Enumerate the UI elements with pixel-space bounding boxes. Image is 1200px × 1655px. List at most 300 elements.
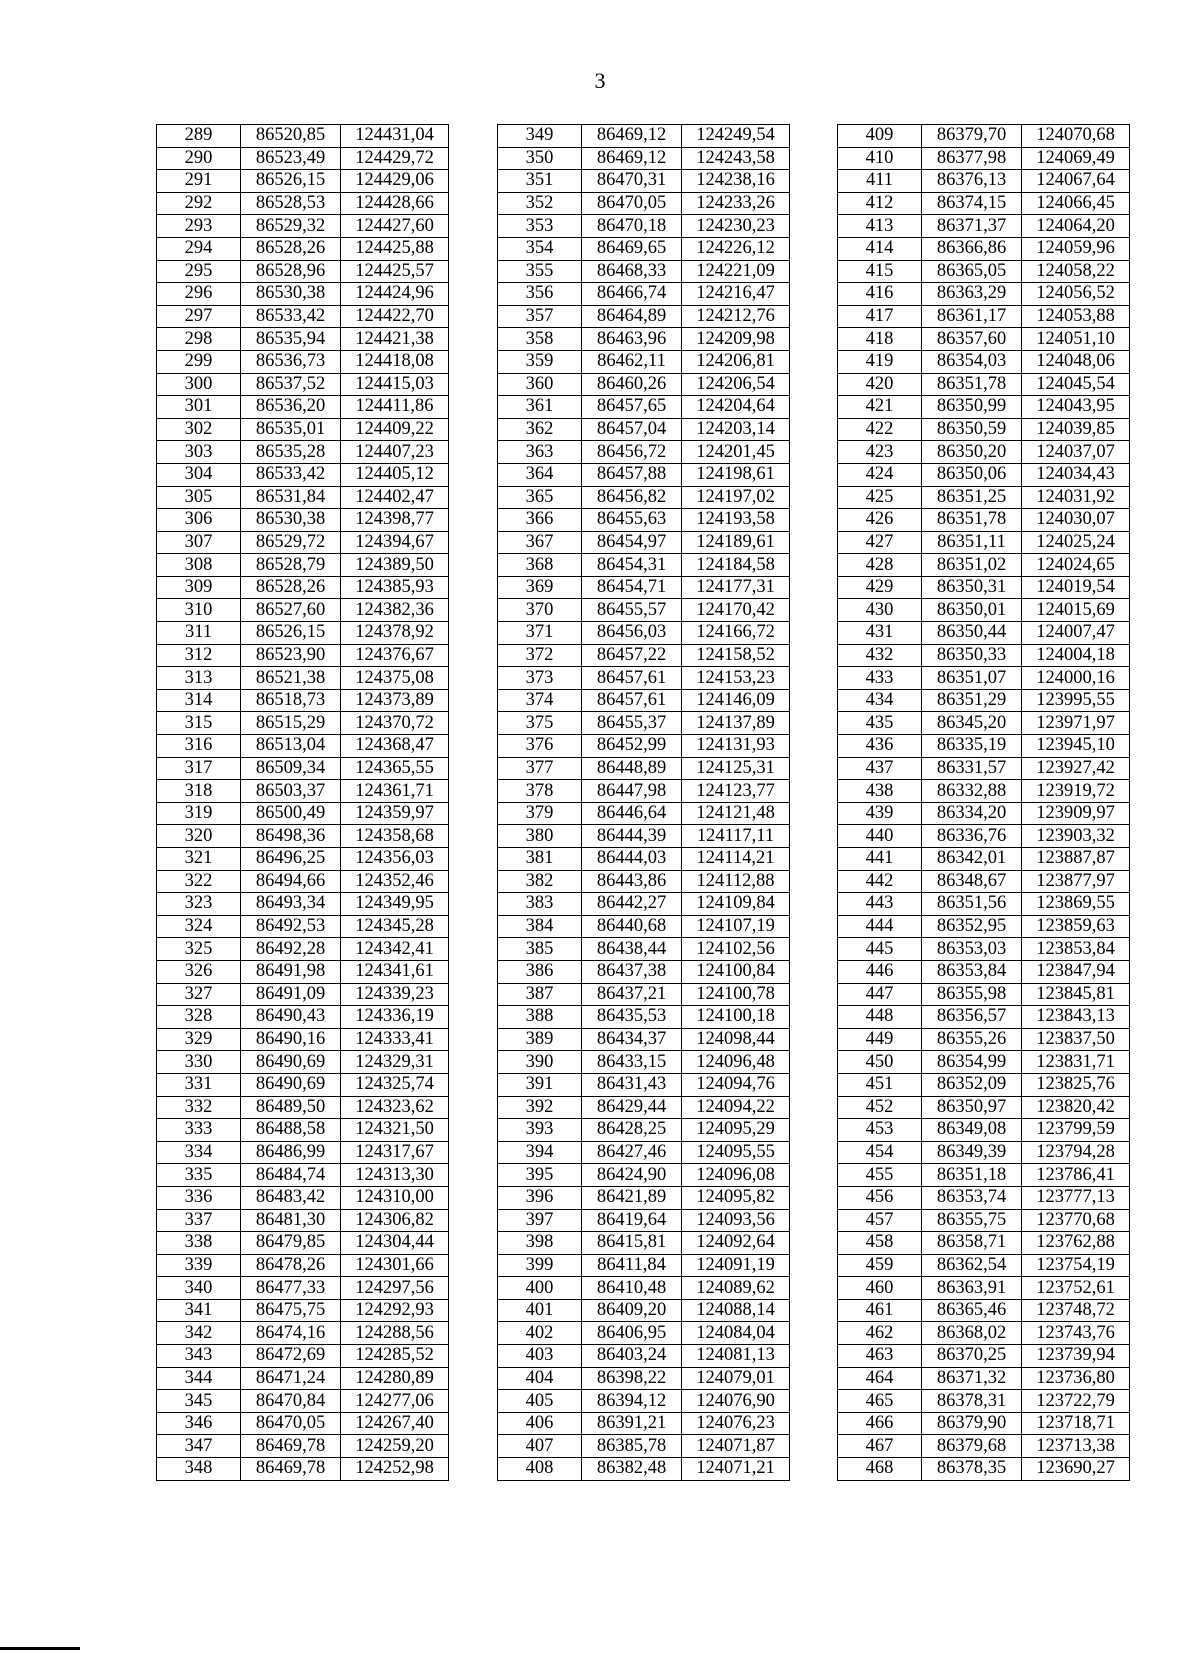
point-number-cell: 435 bbox=[838, 712, 922, 735]
y-coordinate-cell: 124069,49 bbox=[1022, 147, 1130, 170]
table-row bbox=[498, 486, 790, 509]
y-coordinate-cell: 124071,21 bbox=[682, 1458, 790, 1481]
y-coordinate-cell: 124109,84 bbox=[682, 893, 790, 916]
table-row bbox=[838, 328, 1130, 351]
y-coordinate-cell: 124297,56 bbox=[341, 1277, 449, 1300]
table-row bbox=[498, 328, 790, 351]
y-coordinate-cell: 124325,74 bbox=[341, 1073, 449, 1096]
x-coordinate-cell: 86345,20 bbox=[922, 712, 1022, 735]
table-row bbox=[157, 1119, 449, 1142]
y-coordinate-cell: 124125,31 bbox=[682, 757, 790, 780]
x-coordinate-cell: 86355,26 bbox=[922, 1028, 1022, 1051]
y-coordinate-cell: 124349,95 bbox=[341, 893, 449, 916]
y-coordinate-cell: 123845,81 bbox=[1022, 983, 1130, 1006]
table-row bbox=[157, 1232, 449, 1255]
y-coordinate-cell: 124339,23 bbox=[341, 983, 449, 1006]
table-row bbox=[498, 644, 790, 667]
x-coordinate-cell: 86479,85 bbox=[241, 1232, 341, 1255]
x-coordinate-cell: 86460,26 bbox=[582, 373, 682, 396]
y-coordinate-cell: 124000,16 bbox=[1022, 667, 1130, 690]
y-coordinate-cell: 124153,23 bbox=[682, 667, 790, 690]
x-coordinate-cell: 86463,96 bbox=[582, 328, 682, 351]
table-row bbox=[157, 712, 449, 735]
table-row bbox=[157, 689, 449, 712]
table-row bbox=[838, 1096, 1130, 1119]
x-coordinate-cell: 86469,65 bbox=[582, 237, 682, 260]
table-row bbox=[498, 938, 790, 961]
point-number-cell: 390 bbox=[498, 1051, 582, 1074]
y-coordinate-cell: 124025,24 bbox=[1022, 531, 1130, 554]
table-row bbox=[838, 1119, 1130, 1142]
y-coordinate-cell: 124123,77 bbox=[682, 780, 790, 803]
point-number-cell: 391 bbox=[498, 1073, 582, 1096]
table-row bbox=[157, 1006, 449, 1029]
table-row bbox=[838, 1006, 1130, 1029]
y-coordinate-cell: 123843,13 bbox=[1022, 1006, 1130, 1029]
point-number-cell: 447 bbox=[838, 983, 922, 1006]
y-coordinate-cell: 123770,68 bbox=[1022, 1209, 1130, 1232]
y-coordinate-cell: 124221,09 bbox=[682, 260, 790, 283]
x-coordinate-cell: 86500,49 bbox=[241, 802, 341, 825]
y-coordinate-cell: 124345,28 bbox=[341, 915, 449, 938]
point-number-cell: 325 bbox=[157, 938, 241, 961]
table-row bbox=[498, 802, 790, 825]
y-coordinate-cell: 124193,58 bbox=[682, 509, 790, 532]
point-number-cell: 383 bbox=[498, 893, 582, 916]
x-coordinate-cell: 86470,18 bbox=[582, 215, 682, 238]
y-coordinate-cell: 124382,36 bbox=[341, 599, 449, 622]
x-coordinate-cell: 86483,42 bbox=[241, 1186, 341, 1209]
point-number-cell: 429 bbox=[838, 576, 922, 599]
table-row bbox=[498, 554, 790, 577]
x-coordinate-cell: 86530,38 bbox=[241, 509, 341, 532]
point-number-cell: 307 bbox=[157, 531, 241, 554]
point-number-cell: 377 bbox=[498, 757, 582, 780]
point-number-cell: 457 bbox=[838, 1209, 922, 1232]
table-row bbox=[838, 170, 1130, 193]
x-coordinate-cell: 86535,28 bbox=[241, 441, 341, 464]
x-coordinate-cell: 86351,78 bbox=[922, 509, 1022, 532]
table-row bbox=[498, 780, 790, 803]
y-coordinate-cell: 124267,40 bbox=[341, 1412, 449, 1435]
y-coordinate-cell: 124081,13 bbox=[682, 1345, 790, 1368]
point-number-cell: 445 bbox=[838, 938, 922, 961]
y-coordinate-cell: 124398,77 bbox=[341, 509, 449, 532]
y-coordinate-cell: 124064,20 bbox=[1022, 215, 1130, 238]
y-coordinate-cell: 123713,38 bbox=[1022, 1435, 1130, 1458]
y-coordinate-cell: 124206,81 bbox=[682, 350, 790, 373]
table-row bbox=[838, 1164, 1130, 1187]
x-coordinate-cell: 86365,05 bbox=[922, 260, 1022, 283]
x-coordinate-cell: 86530,38 bbox=[241, 283, 341, 306]
y-coordinate-cell: 124310,00 bbox=[341, 1186, 449, 1209]
point-number-cell: 442 bbox=[838, 870, 922, 893]
table-row bbox=[498, 825, 790, 848]
y-coordinate-cell: 123690,27 bbox=[1022, 1458, 1130, 1481]
y-coordinate-cell: 124375,08 bbox=[341, 667, 449, 690]
x-coordinate-cell: 86350,20 bbox=[922, 441, 1022, 464]
table-row bbox=[157, 441, 449, 464]
x-coordinate-cell: 86503,37 bbox=[241, 780, 341, 803]
x-coordinate-cell: 86475,75 bbox=[241, 1299, 341, 1322]
table-row bbox=[157, 215, 449, 238]
x-coordinate-cell: 86353,84 bbox=[922, 960, 1022, 983]
table-row bbox=[498, 418, 790, 441]
table-row bbox=[498, 396, 790, 419]
y-coordinate-cell: 124418,08 bbox=[341, 350, 449, 373]
table-row bbox=[157, 328, 449, 351]
x-coordinate-cell: 86491,09 bbox=[241, 983, 341, 1006]
table-row bbox=[157, 1141, 449, 1164]
point-number-cell: 314 bbox=[157, 689, 241, 712]
table-row bbox=[838, 1435, 1130, 1458]
table-row bbox=[157, 125, 449, 148]
point-number-cell: 303 bbox=[157, 441, 241, 464]
table-row bbox=[157, 870, 449, 893]
y-coordinate-cell: 124280,89 bbox=[341, 1367, 449, 1390]
point-number-cell: 359 bbox=[498, 350, 582, 373]
x-coordinate-cell: 86520,85 bbox=[241, 125, 341, 148]
y-coordinate-cell: 123995,55 bbox=[1022, 689, 1130, 712]
y-coordinate-cell: 123762,88 bbox=[1022, 1232, 1130, 1255]
x-coordinate-cell: 86469,12 bbox=[582, 147, 682, 170]
point-number-cell: 413 bbox=[838, 215, 922, 238]
table-row bbox=[838, 1412, 1130, 1435]
point-number-cell: 315 bbox=[157, 712, 241, 735]
y-coordinate-cell: 123859,63 bbox=[1022, 915, 1130, 938]
y-coordinate-cell: 124076,90 bbox=[682, 1390, 790, 1413]
table-row bbox=[498, 305, 790, 328]
y-coordinate-cell: 123887,87 bbox=[1022, 848, 1130, 871]
table-row bbox=[838, 893, 1130, 916]
x-coordinate-cell: 86455,63 bbox=[582, 509, 682, 532]
table-row bbox=[498, 1390, 790, 1413]
y-coordinate-cell: 124415,03 bbox=[341, 373, 449, 396]
x-coordinate-cell: 86448,89 bbox=[582, 757, 682, 780]
x-coordinate-cell: 86350,59 bbox=[922, 418, 1022, 441]
y-coordinate-cell: 124361,71 bbox=[341, 780, 449, 803]
y-coordinate-cell: 124352,46 bbox=[341, 870, 449, 893]
table-row bbox=[838, 1186, 1130, 1209]
point-number-cell: 434 bbox=[838, 689, 922, 712]
point-number-cell: 355 bbox=[498, 260, 582, 283]
point-number-cell: 411 bbox=[838, 170, 922, 193]
x-coordinate-cell: 86431,43 bbox=[582, 1073, 682, 1096]
x-coordinate-cell: 86428,25 bbox=[582, 1119, 682, 1142]
point-number-cell: 339 bbox=[157, 1254, 241, 1277]
table-row bbox=[157, 396, 449, 419]
y-coordinate-cell: 124206,54 bbox=[682, 373, 790, 396]
point-number-cell: 308 bbox=[157, 554, 241, 577]
x-coordinate-cell: 86350,06 bbox=[922, 463, 1022, 486]
point-number-cell: 349 bbox=[498, 125, 582, 148]
table-row bbox=[838, 441, 1130, 464]
point-number-cell: 430 bbox=[838, 599, 922, 622]
x-coordinate-cell: 86435,53 bbox=[582, 1006, 682, 1029]
table-row bbox=[157, 757, 449, 780]
y-coordinate-cell: 123945,10 bbox=[1022, 735, 1130, 758]
x-coordinate-cell: 86469,78 bbox=[241, 1435, 341, 1458]
y-coordinate-cell: 124203,14 bbox=[682, 418, 790, 441]
point-number-cell: 403 bbox=[498, 1345, 582, 1368]
table-row bbox=[157, 1028, 449, 1051]
y-coordinate-cell: 124230,23 bbox=[682, 215, 790, 238]
table-row bbox=[498, 283, 790, 306]
table-row bbox=[838, 960, 1130, 983]
x-coordinate-cell: 86526,15 bbox=[241, 170, 341, 193]
point-number-cell: 446 bbox=[838, 960, 922, 983]
point-number-cell: 302 bbox=[157, 418, 241, 441]
point-number-cell: 406 bbox=[498, 1412, 582, 1435]
y-coordinate-cell: 123853,84 bbox=[1022, 938, 1130, 961]
x-coordinate-cell: 86456,03 bbox=[582, 622, 682, 645]
point-number-cell: 395 bbox=[498, 1164, 582, 1187]
point-number-cell: 300 bbox=[157, 373, 241, 396]
x-coordinate-cell: 86382,48 bbox=[582, 1458, 682, 1481]
table-row bbox=[838, 689, 1130, 712]
point-number-cell: 335 bbox=[157, 1164, 241, 1187]
x-coordinate-cell: 86350,33 bbox=[922, 644, 1022, 667]
table-row bbox=[838, 1322, 1130, 1345]
table-row bbox=[838, 531, 1130, 554]
y-coordinate-cell: 124321,50 bbox=[341, 1119, 449, 1142]
table-row bbox=[157, 960, 449, 983]
point-number-cell: 462 bbox=[838, 1322, 922, 1345]
table-row bbox=[498, 125, 790, 148]
coordinates-table-1 bbox=[156, 124, 449, 1481]
point-number-cell: 381 bbox=[498, 848, 582, 871]
x-coordinate-cell: 86457,61 bbox=[582, 667, 682, 690]
x-coordinate-cell: 86379,68 bbox=[922, 1435, 1022, 1458]
point-number-cell: 463 bbox=[838, 1345, 922, 1368]
point-number-cell: 468 bbox=[838, 1458, 922, 1481]
table-row bbox=[838, 825, 1130, 848]
y-coordinate-cell: 124098,44 bbox=[682, 1028, 790, 1051]
y-coordinate-cell: 124216,47 bbox=[682, 283, 790, 306]
x-coordinate-cell: 86437,38 bbox=[582, 960, 682, 983]
y-coordinate-cell: 124112,88 bbox=[682, 870, 790, 893]
table-row bbox=[157, 1164, 449, 1187]
y-coordinate-cell: 124092,64 bbox=[682, 1232, 790, 1255]
y-coordinate-cell: 124394,67 bbox=[341, 531, 449, 554]
point-number-cell: 376 bbox=[498, 735, 582, 758]
table-row bbox=[157, 486, 449, 509]
table-row bbox=[838, 622, 1130, 645]
point-number-cell: 407 bbox=[498, 1435, 582, 1458]
x-coordinate-cell: 86528,96 bbox=[241, 260, 341, 283]
table-row bbox=[838, 915, 1130, 938]
table-row bbox=[498, 1164, 790, 1187]
x-coordinate-cell: 86352,09 bbox=[922, 1073, 1022, 1096]
y-coordinate-cell: 124189,61 bbox=[682, 531, 790, 554]
point-number-cell: 393 bbox=[498, 1119, 582, 1142]
table-row bbox=[157, 531, 449, 554]
x-coordinate-cell: 86489,50 bbox=[241, 1096, 341, 1119]
y-coordinate-cell: 124197,02 bbox=[682, 486, 790, 509]
table-row bbox=[838, 125, 1130, 148]
y-coordinate-cell: 124421,38 bbox=[341, 328, 449, 351]
point-number-cell: 306 bbox=[157, 509, 241, 532]
x-coordinate-cell: 86438,44 bbox=[582, 938, 682, 961]
y-coordinate-cell: 124370,72 bbox=[341, 712, 449, 735]
point-number-cell: 371 bbox=[498, 622, 582, 645]
x-coordinate-cell: 86474,16 bbox=[241, 1322, 341, 1345]
point-number-cell: 363 bbox=[498, 441, 582, 464]
x-coordinate-cell: 86365,46 bbox=[922, 1299, 1022, 1322]
point-number-cell: 326 bbox=[157, 960, 241, 983]
point-number-cell: 438 bbox=[838, 780, 922, 803]
x-coordinate-cell: 86370,25 bbox=[922, 1345, 1022, 1368]
table-row bbox=[498, 1435, 790, 1458]
x-coordinate-cell: 86447,98 bbox=[582, 780, 682, 803]
y-coordinate-cell: 124158,52 bbox=[682, 644, 790, 667]
y-coordinate-cell: 123722,79 bbox=[1022, 1390, 1130, 1413]
y-coordinate-cell: 124405,12 bbox=[341, 463, 449, 486]
y-coordinate-cell: 124368,47 bbox=[341, 735, 449, 758]
table-row bbox=[838, 509, 1130, 532]
point-number-cell: 464 bbox=[838, 1367, 922, 1390]
table-row bbox=[157, 260, 449, 283]
x-coordinate-cell: 86509,34 bbox=[241, 757, 341, 780]
x-coordinate-cell: 86537,52 bbox=[241, 373, 341, 396]
point-number-cell: 422 bbox=[838, 418, 922, 441]
y-coordinate-cell: 124301,66 bbox=[341, 1254, 449, 1277]
y-coordinate-cell: 124226,12 bbox=[682, 237, 790, 260]
table-row bbox=[157, 1345, 449, 1368]
y-coordinate-cell: 124030,07 bbox=[1022, 509, 1130, 532]
table-row bbox=[498, 1141, 790, 1164]
table-row bbox=[498, 1028, 790, 1051]
x-coordinate-cell: 86361,17 bbox=[922, 305, 1022, 328]
table-row bbox=[838, 667, 1130, 690]
x-coordinate-cell: 86336,76 bbox=[922, 825, 1022, 848]
x-coordinate-cell: 86492,53 bbox=[241, 915, 341, 938]
point-number-cell: 369 bbox=[498, 576, 582, 599]
table-row bbox=[157, 1209, 449, 1232]
x-coordinate-cell: 86533,42 bbox=[241, 305, 341, 328]
table-row bbox=[498, 1254, 790, 1277]
y-coordinate-cell: 123869,55 bbox=[1022, 893, 1130, 916]
y-coordinate-cell: 124004,18 bbox=[1022, 644, 1130, 667]
x-coordinate-cell: 86351,11 bbox=[922, 531, 1022, 554]
x-coordinate-cell: 86421,89 bbox=[582, 1186, 682, 1209]
y-coordinate-cell: 124091,19 bbox=[682, 1254, 790, 1277]
y-coordinate-cell: 124031,92 bbox=[1022, 486, 1130, 509]
table-row bbox=[157, 283, 449, 306]
point-number-cell: 299 bbox=[157, 350, 241, 373]
table-row bbox=[838, 396, 1130, 419]
y-coordinate-cell: 124198,61 bbox=[682, 463, 790, 486]
x-coordinate-cell: 86523,49 bbox=[241, 147, 341, 170]
y-coordinate-cell: 123794,28 bbox=[1022, 1141, 1130, 1164]
point-number-cell: 373 bbox=[498, 667, 582, 690]
y-coordinate-cell: 124045,54 bbox=[1022, 373, 1130, 396]
point-number-cell: 320 bbox=[157, 825, 241, 848]
point-number-cell: 343 bbox=[157, 1345, 241, 1368]
y-coordinate-cell: 124431,04 bbox=[341, 125, 449, 148]
point-number-cell: 357 bbox=[498, 305, 582, 328]
point-number-cell: 374 bbox=[498, 689, 582, 712]
x-coordinate-cell: 86478,26 bbox=[241, 1254, 341, 1277]
x-coordinate-cell: 86490,43 bbox=[241, 1006, 341, 1029]
table-row bbox=[838, 1028, 1130, 1051]
table-row bbox=[498, 1073, 790, 1096]
x-coordinate-cell: 86434,37 bbox=[582, 1028, 682, 1051]
table-row bbox=[838, 283, 1130, 306]
y-coordinate-cell: 123927,42 bbox=[1022, 757, 1130, 780]
x-coordinate-cell: 86528,53 bbox=[241, 192, 341, 215]
table-row bbox=[157, 599, 449, 622]
x-coordinate-cell: 86379,90 bbox=[922, 1412, 1022, 1435]
x-coordinate-cell: 86533,42 bbox=[241, 463, 341, 486]
table-row bbox=[157, 1390, 449, 1413]
table-row bbox=[838, 938, 1130, 961]
point-number-cell: 346 bbox=[157, 1412, 241, 1435]
table-row bbox=[157, 1458, 449, 1481]
table-row bbox=[498, 960, 790, 983]
x-coordinate-cell: 86349,08 bbox=[922, 1119, 1022, 1142]
point-number-cell: 375 bbox=[498, 712, 582, 735]
point-number-cell: 443 bbox=[838, 893, 922, 916]
x-coordinate-cell: 86452,99 bbox=[582, 735, 682, 758]
coordinates-table-2 bbox=[497, 124, 790, 1481]
x-coordinate-cell: 86528,79 bbox=[241, 554, 341, 577]
point-number-cell: 401 bbox=[498, 1299, 582, 1322]
point-number-cell: 305 bbox=[157, 486, 241, 509]
y-coordinate-cell: 124425,88 bbox=[341, 237, 449, 260]
y-coordinate-cell: 124378,92 bbox=[341, 622, 449, 645]
y-coordinate-cell: 123739,94 bbox=[1022, 1345, 1130, 1368]
table-row bbox=[498, 983, 790, 1006]
y-coordinate-cell: 123909,97 bbox=[1022, 802, 1130, 825]
table-row bbox=[157, 350, 449, 373]
point-number-cell: 465 bbox=[838, 1390, 922, 1413]
table-row bbox=[157, 170, 449, 193]
table-row bbox=[157, 802, 449, 825]
point-number-cell: 364 bbox=[498, 463, 582, 486]
table-row bbox=[498, 373, 790, 396]
point-number-cell: 368 bbox=[498, 554, 582, 577]
y-coordinate-cell: 124304,44 bbox=[341, 1232, 449, 1255]
y-coordinate-cell: 124096,48 bbox=[682, 1051, 790, 1074]
x-coordinate-cell: 86481,30 bbox=[241, 1209, 341, 1232]
point-number-cell: 449 bbox=[838, 1028, 922, 1051]
x-coordinate-cell: 86490,69 bbox=[241, 1051, 341, 1074]
table-row bbox=[157, 1277, 449, 1300]
table-row bbox=[498, 1232, 790, 1255]
x-coordinate-cell: 86351,25 bbox=[922, 486, 1022, 509]
x-coordinate-cell: 86368,02 bbox=[922, 1322, 1022, 1345]
y-coordinate-cell: 124409,22 bbox=[341, 418, 449, 441]
table-row bbox=[838, 848, 1130, 871]
point-number-cell: 416 bbox=[838, 283, 922, 306]
x-coordinate-cell: 86378,31 bbox=[922, 1390, 1022, 1413]
point-number-cell: 456 bbox=[838, 1186, 922, 1209]
x-coordinate-cell: 86427,46 bbox=[582, 1141, 682, 1164]
point-number-cell: 454 bbox=[838, 1141, 922, 1164]
x-coordinate-cell: 86529,72 bbox=[241, 531, 341, 554]
y-coordinate-cell: 124428,66 bbox=[341, 192, 449, 215]
x-coordinate-cell: 86385,78 bbox=[582, 1435, 682, 1458]
y-coordinate-cell: 124051,10 bbox=[1022, 328, 1130, 351]
x-coordinate-cell: 86443,86 bbox=[582, 870, 682, 893]
x-coordinate-cell: 86350,97 bbox=[922, 1096, 1022, 1119]
point-number-cell: 297 bbox=[157, 305, 241, 328]
table-row bbox=[838, 712, 1130, 735]
x-coordinate-cell: 86351,07 bbox=[922, 667, 1022, 690]
x-coordinate-cell: 86472,69 bbox=[241, 1345, 341, 1368]
point-number-cell: 292 bbox=[157, 192, 241, 215]
